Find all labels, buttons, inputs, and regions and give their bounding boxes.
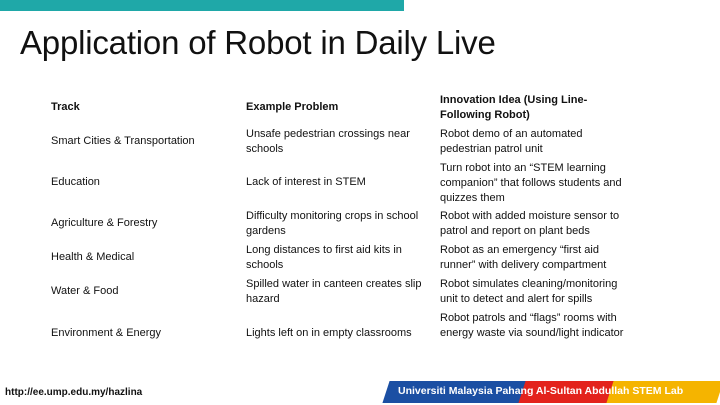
table-cell-idea: Robot as an emergency “first aid runner” with delivery compartment	[440, 244, 607, 271]
footer-url[interactable]: http://ee.ump.edu.my/hazlina	[5, 387, 143, 398]
university-banner	[386, 381, 716, 403]
banner-text: Universiti Malaysia Pahang Al-Sultan Abdullah STEM Lab	[398, 385, 684, 397]
header-innovation-idea: Innovation Idea (Using Line-Following Robot)	[440, 94, 588, 121]
table-cell-idea: Robot simulates cleaning/monitoring unit to detect and alert for spills	[440, 278, 618, 305]
table-cell-problem: Difficulty monitoring crops in school gardens	[246, 210, 419, 237]
table-cell-idea: Robot with added moisture sensor to patrol and report on plant beds	[440, 210, 620, 237]
table-cell-problem: Unsafe pedestrian crossings near schools	[246, 128, 410, 155]
table-cell-idea: Robot patrols and “flags” rooms with energy waste via sound/light indicator	[440, 312, 624, 339]
header-example-problem: Example Problem	[246, 101, 339, 113]
table-cell-problem: Lack of interest in STEM	[246, 176, 366, 188]
table-cell-problem: Spilled water in canteen creates slip hazard	[246, 278, 422, 305]
table-cell-problem: Long distances to first aid kits in schools	[246, 244, 402, 271]
table-cell-idea: Turn robot into an “STEM learning companion” that follows students and quizzes them	[440, 162, 622, 204]
table-cell-track: Water & Food	[51, 285, 119, 297]
slide-title: Application of Robot in Daily Live	[20, 24, 496, 61]
table-cell-track: Health & Medical	[51, 251, 135, 263]
table-cell-track: Education	[51, 176, 100, 188]
table-cell-track: Agriculture & Forestry	[51, 217, 158, 229]
header-track: Track	[51, 101, 80, 113]
table-cell-idea: Robot demo of an automated pedestrian patrol unit	[440, 128, 583, 155]
table-cell-problem: Lights left on in empty classrooms	[246, 327, 412, 339]
table-cell-track: Smart Cities & Transportation	[51, 135, 195, 147]
table-cell-track: Environment & Energy	[51, 327, 162, 339]
